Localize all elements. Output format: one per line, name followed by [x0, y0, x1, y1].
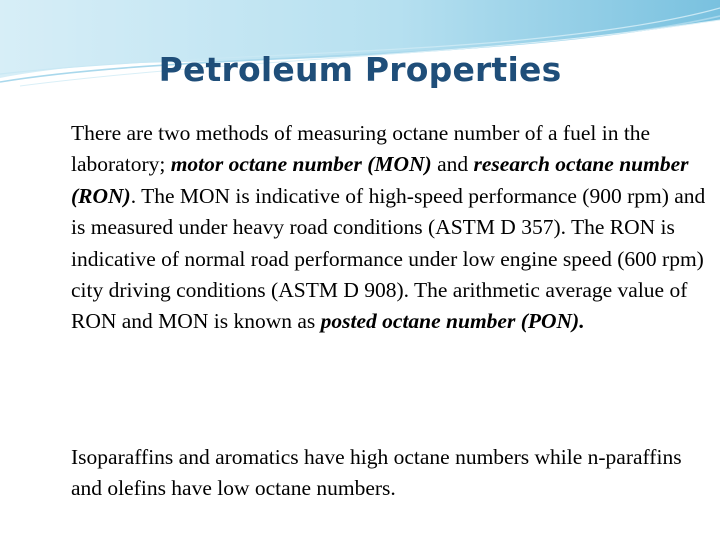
para1-text-3: . The MON is indicative of high-speed performance (900 rpm) and is measured under heavy road conditions (ASTM D 357). The RON is indicative of normal road performance under low engine speed (600 rpm) city driving conditions (ASTM D 908). The arithmetic average value of RON and MON is known as: [71, 183, 706, 334]
term-mon: motor octane number (MON): [170, 152, 432, 177]
paragraph-octane-methods: [71, 118, 711, 338]
term-ron: research octane number (RON): [71, 152, 689, 208]
para1-text-1: There are two methods of measuring octane number of a fuel in the laboratory;: [71, 121, 651, 177]
para1-text-2: and: [431, 152, 474, 177]
paragraph-hydrocarbon-octane: Isoparaffins and aromatics have high octane numbers while n-paraffins and olefins have low octane numbers.: [71, 445, 682, 501]
term-pon: posted octane number (PON).: [320, 309, 585, 334]
slide-title: Petroleum Properties: [158, 50, 562, 89]
